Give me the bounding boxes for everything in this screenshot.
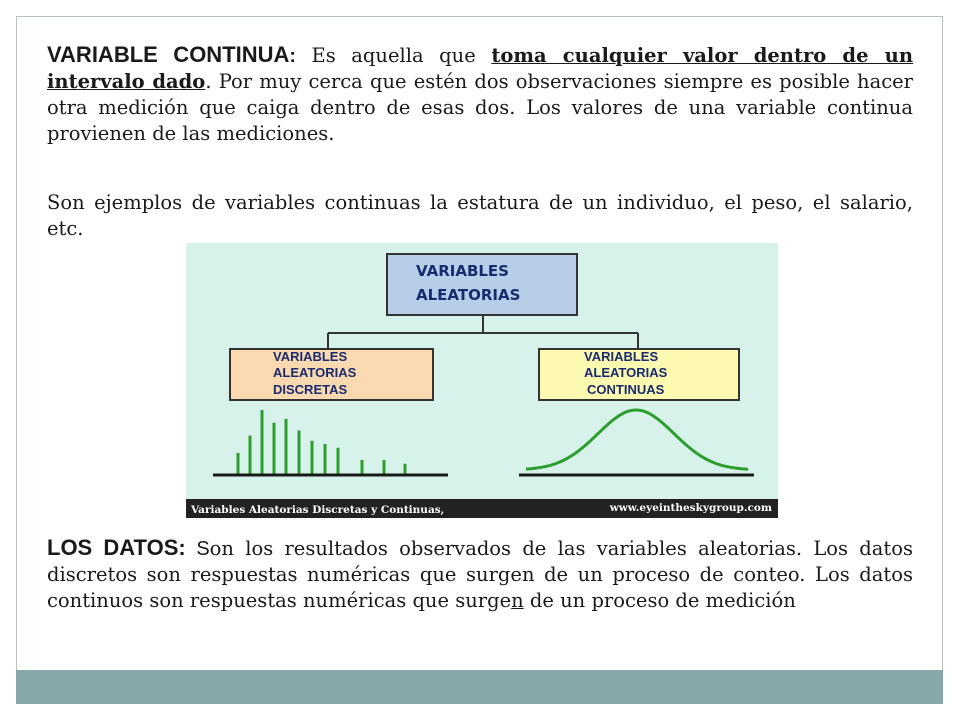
discrete-bar [383,460,386,474]
continuous-box-line1: VARIABLES [584,349,659,364]
datos-underlined-letter: n [511,589,524,612]
discrete-box-line1: VARIABLES [273,349,348,364]
footer-bar [16,670,943,704]
discrete-bar [404,464,407,474]
term-colon: : [289,45,296,67]
discrete-bar [311,441,314,474]
discrete-bar [237,453,240,474]
term-initial-s: S [185,538,210,560]
discrete-bar [337,448,340,474]
term-variable-continua: VARIABLE CONTINUA [47,42,290,67]
root-box-line1: VARIABLES [416,262,509,280]
figure-svg [186,243,778,518]
discrete-box-line2: ALEATORIAS [273,365,357,380]
datos-text-start: on los resultados observados de las variables aleatorias. Los datos discretos son respuestas numéricas que surgen de un proceso de conteo. Los datos continuos son respuestas numéricas que surge [47,537,913,612]
continuous-box-line2: ALEATORIAS [584,365,668,380]
term-los-datos: LOS DATOS: [47,535,186,560]
discrete-box-line3: DISCRETAS [273,382,348,397]
root-box-line2: ALEATORIAS [416,286,521,304]
discrete-bar [285,419,288,474]
definition-emphasis: toma cualquier valor dentro de un intervalo dado [47,44,913,93]
discrete-bar [361,460,364,474]
definition-text-rest: . Por muy cerca que estén dos observaciones siempre es posible hacer otra medición que caiga dentro de esas dos. Los valores de una variable continua provienen de las mediciones. [47,70,913,145]
discrete-bar [324,444,327,474]
figure-variables-aleatorias [186,243,778,518]
continuous-box-line3: CONTINUAS [587,382,665,397]
figure-credit: www.eyeintheskygroup.com [609,502,772,514]
discrete-bar [261,410,264,474]
figure-caption: Variables Aleatorias Discretas y Continuas, [191,504,445,516]
datos-text-rest: de un proceso de medición [523,589,796,612]
paragraph-variable-continua [47,42,913,147]
definition-text-start: Es aquella que [295,44,492,67]
discrete-bar [273,423,276,474]
paragraph-los-datos [47,535,913,614]
discrete-bar [298,430,301,474]
paragraph-examples: Son ejemplos de variables continuas la estatura de un individuo, el peso, el salario, etc. [47,191,913,240]
discrete-bar [249,436,252,474]
